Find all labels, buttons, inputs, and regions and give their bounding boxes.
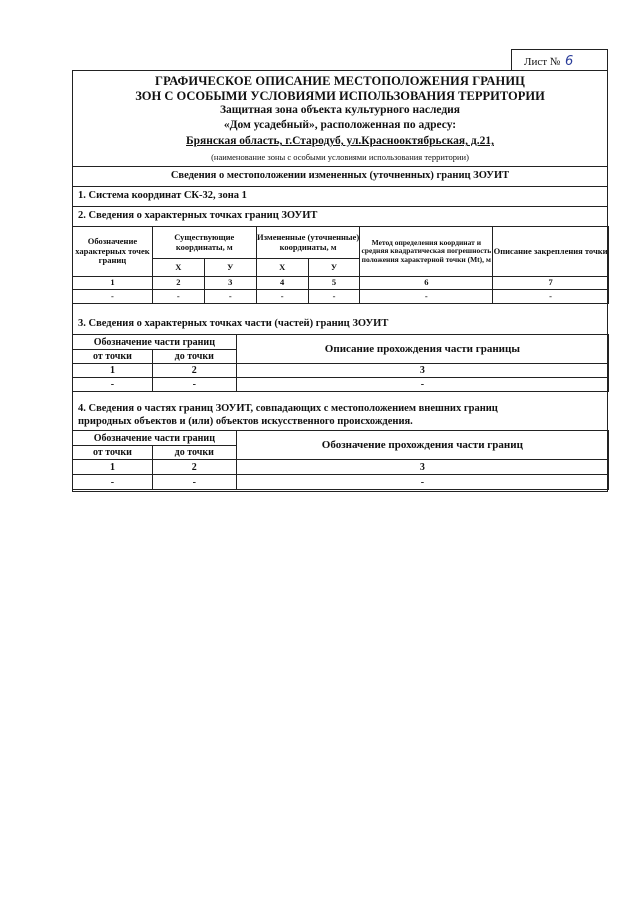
header-parts: Обозначение части границ <box>73 335 237 350</box>
boundary-parts-table <box>72 334 609 392</box>
header-line-1: ГРАФИЧЕСКОЕ ОПИСАНИЕ МЕСТОПОЛОЖЕНИЯ ГРАНИЦ <box>155 74 525 88</box>
header-x: X <box>256 259 308 277</box>
sheet-number-box <box>511 49 608 71</box>
table-row <box>73 364 609 378</box>
header-x: X <box>152 259 204 277</box>
header-from: от точки <box>73 446 153 460</box>
cell: 3 <box>204 277 256 290</box>
section-2-title: 2. Сведения о характерных точках границ ЗОУИТ <box>78 210 318 221</box>
characteristic-points-table <box>72 226 609 304</box>
table-row <box>73 378 609 392</box>
cell: - <box>152 378 236 392</box>
header-line-2: ЗОН С ОСОБЫМИ УСЛОВИЯМИ ИСПОЛЬЗОВАНИЯ ТЕРРИТОРИИ <box>135 89 545 103</box>
cell: 3 <box>236 364 608 378</box>
header-changed-coords: Измененные (уточненные) координаты, м <box>256 227 360 259</box>
table-row <box>73 290 609 304</box>
header-method: Метод определения координат и средняя квадратическая погрешность положения характерной точки (Mt), м <box>360 227 493 277</box>
cell: 2 <box>152 277 204 290</box>
cell: 7 <box>493 277 609 290</box>
header-y: У <box>204 259 256 277</box>
cell: 5 <box>308 277 360 290</box>
section-1-title: 1. Система координат СК-32, зона 1 <box>78 190 247 201</box>
cell: 2 <box>152 364 236 378</box>
divider <box>73 206 607 207</box>
cell: 1 <box>73 277 153 290</box>
cell: 4 <box>256 277 308 290</box>
document-frame <box>72 70 608 492</box>
cell: - <box>236 378 608 392</box>
section-title: Сведения о местоположении измененных (уточненных) границ ЗОУИТ <box>170 170 510 181</box>
header-description: Описание прохождения части границы <box>236 335 608 364</box>
cell: - <box>236 475 608 490</box>
header-from: от точки <box>73 350 153 364</box>
header-line-4: «Дом усадебный», расположенная по адресу: <box>223 119 457 131</box>
cell: - <box>256 290 308 304</box>
cell: 6 <box>360 277 493 290</box>
natural-boundary-parts-table <box>72 430 609 490</box>
header-designation: Обозначение характерных точек границ <box>73 227 153 277</box>
header-address <box>73 135 607 147</box>
section-4-title <box>78 402 498 428</box>
header-line-3: Защитная зона объекта культурного наследия <box>219 104 461 116</box>
header-description: Обозначение прохождения части границ <box>236 431 608 460</box>
divider <box>73 166 607 167</box>
cell: 1 <box>73 364 153 378</box>
sheet-label: Лист № <box>524 56 561 68</box>
cell: 3 <box>236 460 608 475</box>
cell: - <box>493 290 609 304</box>
cell: - <box>152 290 204 304</box>
cell: 2 <box>152 460 236 475</box>
cell: - <box>73 378 153 392</box>
cell: - <box>73 290 153 304</box>
header-caption: (наименование зоны с особыми условиями использования территории) <box>211 152 469 162</box>
table-row <box>73 475 609 490</box>
cell: - <box>308 290 360 304</box>
table-row <box>73 460 609 475</box>
cell: - <box>204 290 256 304</box>
cell: 1 <box>73 460 153 475</box>
table-row <box>73 277 609 290</box>
header-y: У <box>308 259 360 277</box>
section-4-title-line-1: 4. Сведения о частях границ ЗОУИТ, совпадающих с местоположением внешних границ <box>78 403 498 414</box>
cell: - <box>73 475 153 490</box>
header-to: до точки <box>152 350 236 364</box>
divider <box>73 186 607 187</box>
header-parts: Обозначение части границ <box>73 431 237 446</box>
header-fixing: Описание закрепления точки <box>493 227 609 277</box>
header-to: до точки <box>152 446 236 460</box>
section-4-title-line-2: природных объектов и (или) объектов искусственного происхождения. <box>78 416 413 427</box>
cell: - <box>152 475 236 490</box>
cell: - <box>360 290 493 304</box>
sheet-number: 6 <box>565 54 574 69</box>
header-existing-coords: Существующие координаты, м <box>152 227 256 259</box>
address-text: Брянская область, г.Стародуб, ул.Краснооктябрьская, д.21, <box>186 135 494 147</box>
section-3-title: 3. Сведения о характерных точках части (частей) границ ЗОУИТ <box>78 318 389 329</box>
